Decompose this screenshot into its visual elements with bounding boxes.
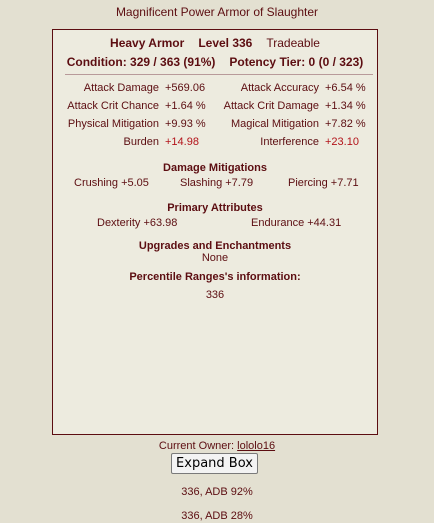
expand-box-button[interactable]: Expand Box [171,453,258,474]
item-condition-line [53,55,377,69]
stat-label: Attack Accuracy [240,82,319,94]
stat-row [53,100,377,116]
item-level: Level 336 [198,36,253,50]
stat-label: Attack Crit Damage [223,100,319,112]
item-box [52,29,378,435]
stat-label: Physical Mitigation [67,118,159,130]
upgrades-value: None [201,252,229,264]
item-type: Heavy Armor [110,36,185,50]
potency-text: Potency Tier: 0 (0 / 323) [229,55,364,69]
stat-value: +1.64 % [165,100,206,112]
stat-value-negative: +14.98 [165,136,199,148]
dexterity-attribute: Dexterity +63.98 [97,217,178,229]
primary-attributes-heading: Primary Attributes [167,202,263,214]
owner-label: Current Owner: [158,440,238,452]
percentile-value: 336 [205,289,225,301]
stat-value-negative: +23.10 [325,136,359,148]
condition-text: Condition: 329 / 363 (91%) [66,55,216,69]
stat-label: Attack Damage [83,82,159,94]
upgrades-heading: Upgrades and Enchantments [138,240,292,252]
stat-label: Burden [123,136,159,148]
slashing-mitigation: Slashing +7.79 [180,177,254,189]
header-divider [65,74,373,75]
stat-row [53,136,377,152]
stat-row [53,118,377,134]
stat-value: +9.93 % [165,118,206,130]
endurance-attribute: Endurance +44.31 [251,217,342,229]
stat-row [53,82,377,98]
damage-mitigations-heading: Damage Mitigations [163,162,267,174]
stat-value: +6.54 % [325,82,366,94]
piercing-mitigation: Piercing +7.71 [288,177,359,189]
stat-label: Magical Mitigation [230,118,319,130]
stat-label: Attack Crit Chance [67,100,159,112]
adb-line: 336, ADB 92% [181,486,253,498]
tradeable-label: Tradeable [266,36,320,50]
stat-value: +569.06 [165,82,206,94]
stat-label: Interference [260,136,319,148]
page-title: Magnificent Power Armor of Slaughter [115,5,319,19]
current-owner [0,440,434,452]
stat-value: +1.34 % [325,100,366,112]
crushing-mitigation: Crushing +5.05 [74,177,149,189]
adb-line: 336, ADB 28% [181,510,253,522]
percentile-heading: Percentile Ranges's information: [129,271,301,283]
item-header [53,36,377,50]
stat-value: +7.82 % [325,118,366,130]
owner-link[interactable]: lololo16 [237,440,276,452]
